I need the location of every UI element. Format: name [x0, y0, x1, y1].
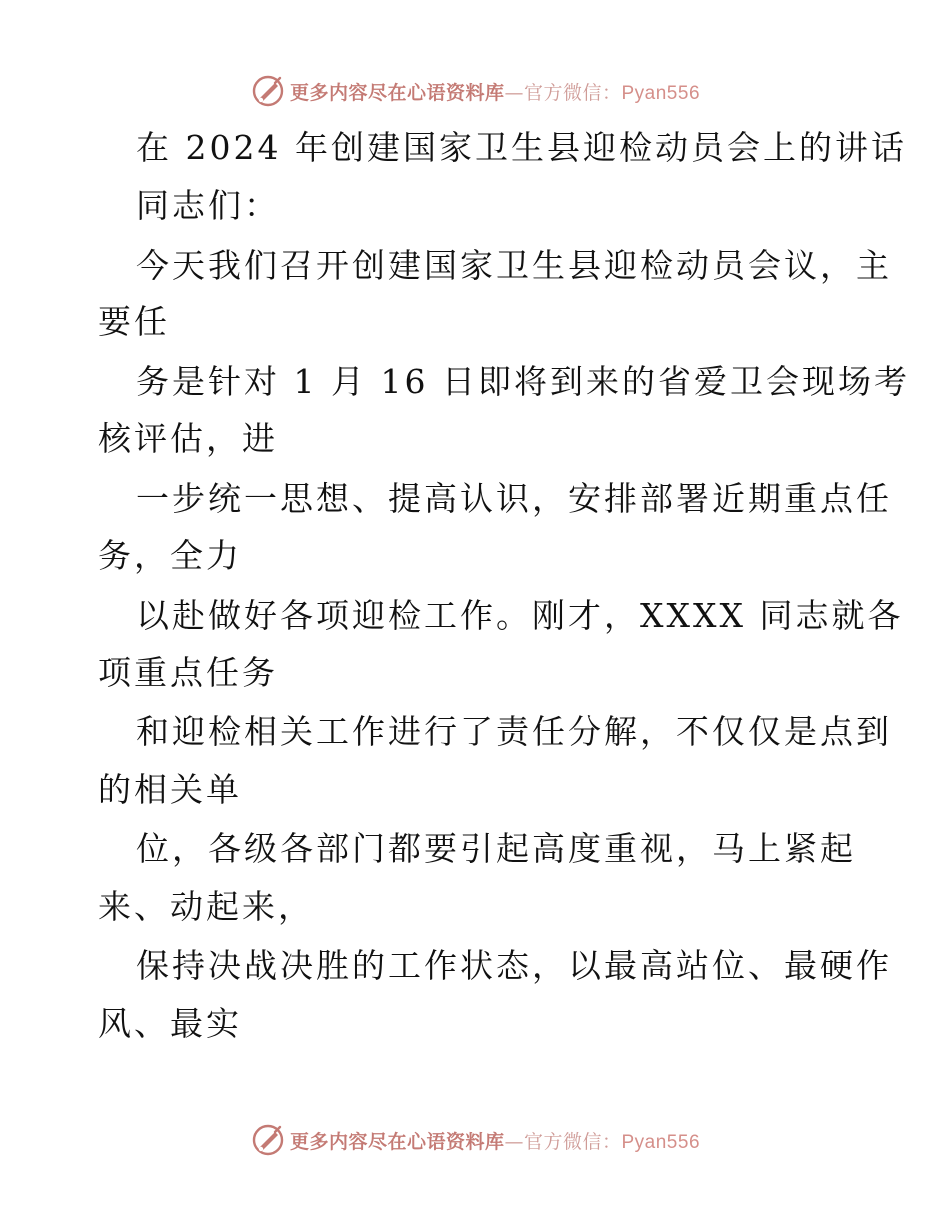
- watermark-wechat-label: 官方微信：: [523, 1130, 622, 1153]
- paragraph-line: 要任: [98, 302, 170, 341]
- quill-pen-logo-icon: [250, 73, 286, 109]
- header-watermark: [0, 71, 950, 111]
- quill-pen-logo-icon: [250, 1122, 286, 1158]
- watermark-wechat-label: 官方微信：: [523, 81, 622, 104]
- paragraph-line: 风、最实: [98, 1004, 242, 1043]
- watermark-wechat-id: Pyan556: [621, 1131, 701, 1153]
- paragraph-line: 务是针对 1 月 16 日即将到来的省爱卫会现场考: [136, 362, 910, 401]
- paragraph-line: 的相关单: [98, 770, 242, 809]
- watermark-dash: —: [504, 81, 524, 104]
- watermark-dash: —: [504, 1130, 524, 1153]
- watermark-main-text: 更多内容尽在心语资料库: [289, 1130, 505, 1153]
- paragraph-line: 位，各级各部门都要引起高度重视，马上紧起: [136, 829, 856, 868]
- paragraph-line: 项重点任务: [98, 653, 278, 692]
- watermark-text: [290, 1127, 700, 1154]
- footer-watermark: [0, 1120, 950, 1160]
- watermark-wechat-id: Pyan556: [621, 82, 701, 104]
- document-title: 在 2024 年创建国家卫生县迎检动员会上的讲话: [136, 128, 907, 167]
- salutation: 同志们：: [136, 186, 280, 225]
- paragraph-line: 和迎检相关工作进行了责任分解，不仅仅是点到: [136, 712, 892, 751]
- paragraph-line: 以赴做好各项迎检工作。刚才，XXXX 同志就各: [136, 596, 904, 635]
- paragraph-line: 一步统一思想、提高认识，安排部署近期重点任: [136, 479, 892, 518]
- watermark-main-text: 更多内容尽在心语资料库: [289, 81, 505, 104]
- paragraph-line: 今天我们召开创建国家卫生县迎检动员会议，主: [136, 246, 892, 285]
- watermark-text: [290, 78, 700, 105]
- paragraph-line: 来、动起来，: [98, 887, 314, 926]
- paragraph-line: 保持决战决胜的工作状态，以最高站位、最硬作: [136, 946, 892, 985]
- paragraph-line: 核评估，进: [98, 419, 278, 458]
- paragraph-line: 务，全力: [98, 536, 242, 575]
